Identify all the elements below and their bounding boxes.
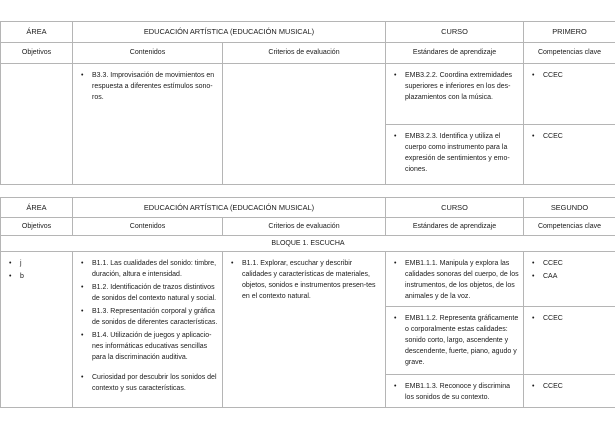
competence-cell <box>524 375 615 408</box>
standard-item: • EMB3.2.2. Coordina extremidades superiores e inferiores en los des-plazamientos con la música. <box>394 70 519 103</box>
col-contenidos: Contenidos <box>73 43 223 64</box>
col-competencias: Competencias clave <box>524 218 615 236</box>
content-item: • B1.3. Representación corporal y gráfica de sonidos de diferentes características. <box>81 306 218 328</box>
competence-item: • CCEC <box>532 313 611 324</box>
standard-cell <box>386 252 524 307</box>
content-item: • B3.3. Improvisación de movimientos en respuesta a diferentes estímulos sono-ros. <box>81 70 218 103</box>
competence-item: • CCEC <box>532 381 611 392</box>
col-contenidos: Contenidos <box>73 218 223 236</box>
col-competencias: Competencias clave <box>524 43 615 64</box>
standard-item: • EMB1.1.1. Manipula y explora las calidades sonoras del cuerpo, de los instrumentos, de los objetos, de los animales y de la voz. <box>394 258 519 302</box>
column-header-row <box>1 43 615 64</box>
table-row <box>1 252 615 307</box>
competence-item: • CCEC <box>532 70 611 81</box>
subject-title: EDUCACIÓN ARTÍSTICA (EDUCACIÓN MUSICAL) <box>73 198 386 218</box>
curriculum-table-primero <box>0 21 615 185</box>
competence-item: • CCEC <box>532 131 611 142</box>
competence-cell <box>524 64 615 125</box>
col-criterios: Criterios de evaluación <box>223 43 386 64</box>
course-label: CURSO <box>386 22 524 43</box>
content-item: • B1.2. Identificación de trazos distintivos de sonidos del contexto natural y social. <box>81 282 218 304</box>
standard-cell <box>386 125 524 185</box>
objective-item: • j <box>9 258 68 269</box>
course-value: PRIMERO <box>524 22 615 43</box>
competence-item: • CAA <box>532 271 611 282</box>
standard-cell <box>386 307 524 375</box>
standard-cell <box>386 64 524 125</box>
course-value: SEGUNDO <box>524 198 615 218</box>
objectives-cell <box>1 252 73 408</box>
table-header-row <box>1 198 615 218</box>
standard-item: • EMB1.1.3. Reconoce y discrimina los sonidos de su contexto. <box>394 381 519 403</box>
col-criterios: Criterios de evaluación <box>223 218 386 236</box>
contents-cell <box>73 64 223 185</box>
col-estandares: Estándares de aprendizaje <box>386 218 524 236</box>
objective-item: • b <box>9 271 68 282</box>
standard-cell <box>386 375 524 408</box>
standard-item: • EMB3.2.3. Identifica y utiliza el cuerpo como instrumento para la expresión de sentimientos y emo-ciones. <box>394 131 519 175</box>
table-row <box>1 64 615 125</box>
competence-item: • CCEC <box>532 258 611 269</box>
col-estandares: Estándares de aprendizaje <box>386 43 524 64</box>
curriculum-table-segundo <box>0 197 615 408</box>
column-header-row <box>1 218 615 236</box>
block-title-row <box>1 236 615 252</box>
content-item: • Curiosidad por descubrir los sonidos del contexto y sus características. <box>81 372 218 394</box>
block-title: BLOQUE 1. ESCUCHA <box>1 236 615 252</box>
standard-item: • EMB1.1.2. Representa gráficamente o corporalmente estas calidades: sonido corto, largo, ascendente y descendente, fuerte, piano, agudo y grave. <box>394 313 519 368</box>
table-header-row <box>1 22 615 43</box>
competence-cell <box>524 252 615 307</box>
objectives-cell <box>1 64 73 185</box>
content-item: • B1.4. Utilización de juegos y aplicacio-nes informáticas educativas sencillas para la discriminación auditiva. <box>81 330 218 363</box>
criteria-cell <box>223 64 386 185</box>
criteria-item: • B1.1. Explorar, escuchar y describir calidades y características de materiales, objetos, sonidos e instrumentos presen-tes en el contexto natural. <box>231 258 381 302</box>
contents-cell <box>73 252 223 408</box>
col-objetivos: Objetivos <box>1 218 73 236</box>
criteria-cell <box>223 252 386 408</box>
col-objetivos: Objetivos <box>1 43 73 64</box>
area-label: ÁREA <box>1 198 73 218</box>
competence-cell <box>524 307 615 375</box>
content-item: • B1.1. Las cualidades del sonido: timbre, duración, altura e intensidad. <box>81 258 218 280</box>
area-label: ÁREA <box>1 22 73 43</box>
subject-title: EDUCACIÓN ARTÍSTICA (EDUCACIÓN MUSICAL) <box>73 22 386 43</box>
course-label: CURSO <box>386 198 524 218</box>
competence-cell <box>524 125 615 185</box>
